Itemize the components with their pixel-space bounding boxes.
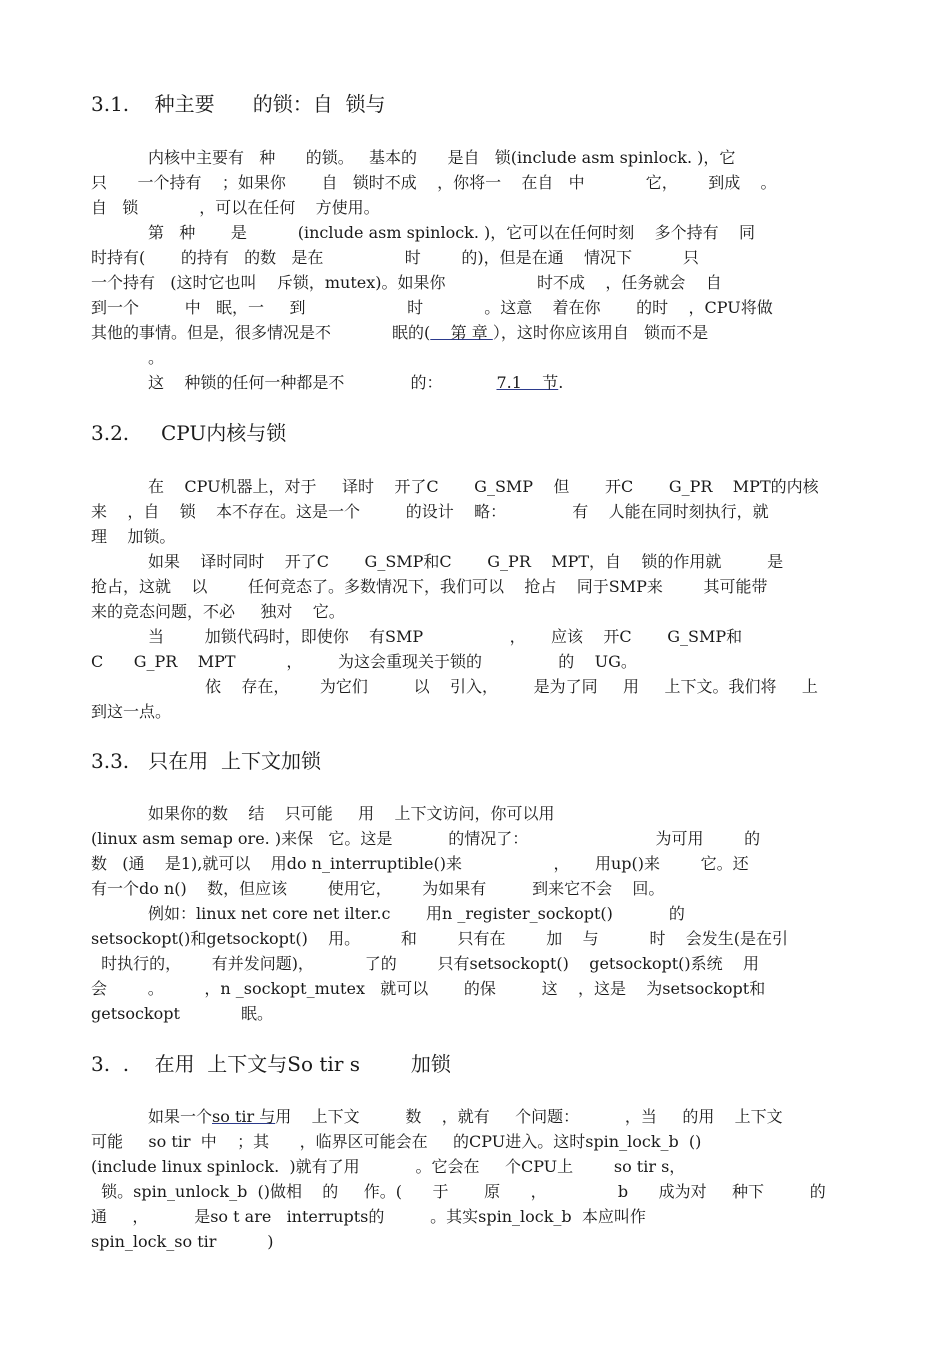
paragraph-line: (linux asm semap ore. )来保 它。这是 的情况了： 为可用 的 bbox=[91, 829, 761, 848]
paragraph-line bbox=[91, 322, 708, 344]
paragraph-line: getsockopt 眠。 bbox=[91, 1004, 273, 1023]
softirq-reference-link[interactable]: so tir 与 bbox=[212, 1107, 276, 1126]
paragraph-line: setsockopt()和getsockopt() 用。 和 只有在 加 与 时 会发生(是在引 bbox=[91, 929, 789, 948]
paragraph-line: 抢占，这就 以 任何竞态了。多数情况下，我们可以 抢占 同于SMP来 其可能带 bbox=[91, 577, 768, 596]
paragraph-line: 来 ，自 锁 本不存在。这是一个 的设计 略： 有 人能在同时刻执行，就 bbox=[91, 502, 769, 521]
paragraph-line: (include linux spinlock. )就有了用 。它会在 个CPU上 so tir s， bbox=[91, 1157, 686, 1176]
paragraph-line: 一个持有 (这时它也叫 斥锁，mutex)。如果你 时不成 ，任务就会 自 bbox=[91, 273, 722, 292]
paragraph-line: 可能 so tir 中 ；其 ，临界区可能会在 的CPU进入。这时spin_lock_b () bbox=[91, 1132, 702, 1151]
line-text: 用 上下文 数 ，就有 个问题： ，当 的用 上下文 bbox=[275, 1107, 783, 1126]
paragraph-line: 锁。spin_unlock_b ()做相 的 作。( 于 原 ， b 成为对 种下 的 bbox=[91, 1182, 826, 1201]
paragraph-line: 在 CPU机器上，对于 译时 开了C G_SMP 但 开C G_PR MPT的内核 bbox=[148, 477, 819, 496]
paragraph-line: C G_PR MPT ， 为这会重现关于锁的 的 UG。 bbox=[91, 652, 637, 671]
paragraph-line: 时执行的， 有并发问题)， 了的 只有setsockopt() getsockopt()系统 用 bbox=[91, 954, 759, 973]
paragraph-line: 通 ， 是so t are interrupts的 。其实spin_lock_b 本应叫作 bbox=[91, 1207, 646, 1226]
line-text: . bbox=[558, 373, 564, 392]
section-reference-link[interactable]: 7.1 节 bbox=[496, 373, 559, 392]
line-text: 如果一个 bbox=[148, 1107, 213, 1126]
paragraph-line: 到一个 中 眠，一 到 时 。这意 着在你 的时 ，CPU将做 bbox=[91, 298, 773, 317]
paragraph-line: 到这一点。 bbox=[91, 702, 172, 721]
paragraph-line: 当 加锁代码时，即使你 有SMP ， 应该 开C G_SMP和 bbox=[148, 627, 743, 646]
paragraph-line: 内核中主要有 种 的锁。 基本的 是自 锁(include asm spinlock. )，它 bbox=[148, 148, 736, 167]
paragraph-line: 自 锁 ，可以在任何 方使用。 bbox=[91, 198, 380, 217]
section-heading-3-2: 3.2. CPU内核与锁 bbox=[91, 421, 287, 445]
paragraph-line: 来的竞态问题，不必 独对 它。 bbox=[91, 602, 345, 621]
section-heading-3-4: 3. . 在用 上下文与So tir s 加锁 bbox=[91, 1052, 451, 1076]
paragraph-line bbox=[148, 372, 563, 394]
paragraph-line: 。 bbox=[148, 348, 165, 367]
paragraph-line: 时持有( 的持有 的数 是在 时 的)，但是在通 情况下 只 bbox=[91, 248, 699, 267]
chapter-reference-link[interactable]: 第 章 bbox=[430, 323, 493, 342]
paragraph-line: 只 一个持有 ；如果你 自 锁时不成 ，你将一 在自 中 它， 到成 。 bbox=[91, 173, 777, 192]
paragraph-line: 依 存在， 为它们 以 引入， 是为了同 用 上下文。我们将 上 bbox=[205, 677, 818, 696]
paragraph-line: 理 加锁。 bbox=[91, 527, 176, 546]
line-text: ），这时你应该用自 锁而不是 bbox=[492, 323, 709, 342]
paragraph-line: spin_lock_so tir ) bbox=[91, 1232, 274, 1251]
line-text: 这 种锁的任何一种都是不 的： bbox=[148, 373, 443, 392]
paragraph-line: 如果 译时同时 开了C G_SMP和C G_PR MPT，自 锁的作用就 是 bbox=[148, 552, 784, 571]
paragraph-line: 如果你的数 结 只可能 用 上下文访问，你可以用 bbox=[148, 804, 555, 823]
paragraph-line bbox=[148, 1106, 783, 1128]
section-heading-3-3: 3.3. 只在用 上下文加锁 bbox=[91, 749, 321, 773]
line-text: 其他的事情。但是，很多情况是不 眠的( bbox=[91, 323, 431, 342]
paragraph-line: 有一个do n() 数，但应该 使用它， 为如果有 到来它不会 回。 bbox=[91, 879, 665, 898]
paragraph-line: 会 。 ，n _sockopt_mutex 就可以 的保 这 ，这是 为setsockopt和 bbox=[91, 979, 766, 998]
paragraph-line: 数 (通 是1),就可以 用do n_interruptible()来 ， 用up()来 它。还 bbox=[91, 854, 749, 873]
paragraph-line: 第 种 是 (include asm spinlock. )，它可以在任何时刻 多个持有 同 bbox=[148, 223, 755, 242]
section-heading-3-1: 3.1. 种主要 的锁：自 锁与 bbox=[91, 92, 386, 116]
paragraph-line: 例如：linux net core net ilter.c 用n _register_sockopt() 的 bbox=[148, 904, 685, 923]
